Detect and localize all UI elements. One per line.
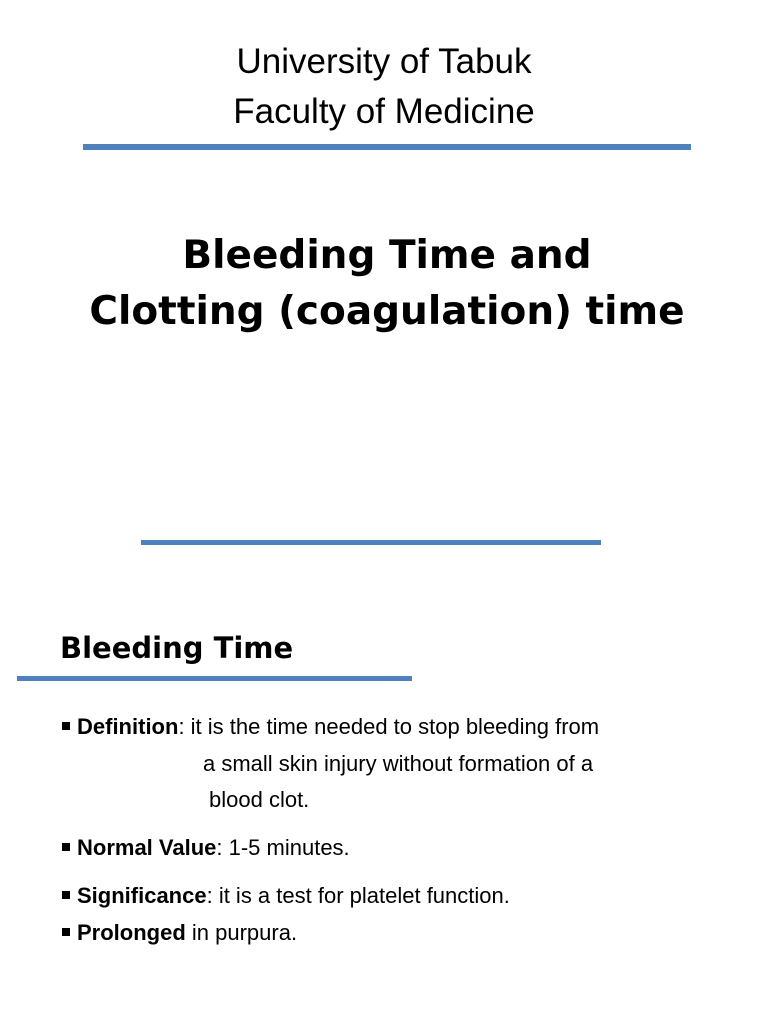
- bullet-marker: [62, 722, 70, 730]
- bullet-marker: [62, 843, 70, 851]
- bullet-significance: [62, 878, 510, 914]
- section-heading: Bleeding Time: [60, 631, 294, 665]
- bullet-text: in purpura.: [185, 920, 298, 945]
- slide-title-line2: Clotting (coagulation) time: [89, 289, 685, 334]
- title-divider: [141, 540, 601, 545]
- faculty-name: Faculty of Medicine: [233, 92, 535, 131]
- bullet-label: Normal Value: [77, 835, 217, 860]
- header-divider: [83, 144, 691, 150]
- bullet-text: : it is the time needed to stop bleeding from: [178, 714, 600, 739]
- slide-title-line1: Bleeding Time and: [182, 233, 592, 278]
- section-underline: [17, 676, 412, 681]
- bullet-label: Significance: [77, 883, 207, 908]
- bullet-definition: [62, 709, 599, 745]
- bullet-label: Definition: [77, 714, 179, 739]
- bullet-marker: [62, 891, 70, 899]
- bullet-marker: [62, 928, 70, 936]
- bullet-prolonged: [62, 915, 297, 951]
- university-name: University of Tabuk: [236, 42, 532, 81]
- bullet-text: : 1-5 minutes.: [216, 835, 350, 860]
- bullet-label: Prolonged: [77, 920, 186, 945]
- bullet-definition-cont2: blood clot.: [209, 787, 310, 812]
- bullet-text: : it is a test for platelet function.: [206, 883, 510, 908]
- bullet-definition-cont1: a small skin injury without formation of a: [203, 751, 594, 776]
- bullet-normal-value: [62, 830, 350, 866]
